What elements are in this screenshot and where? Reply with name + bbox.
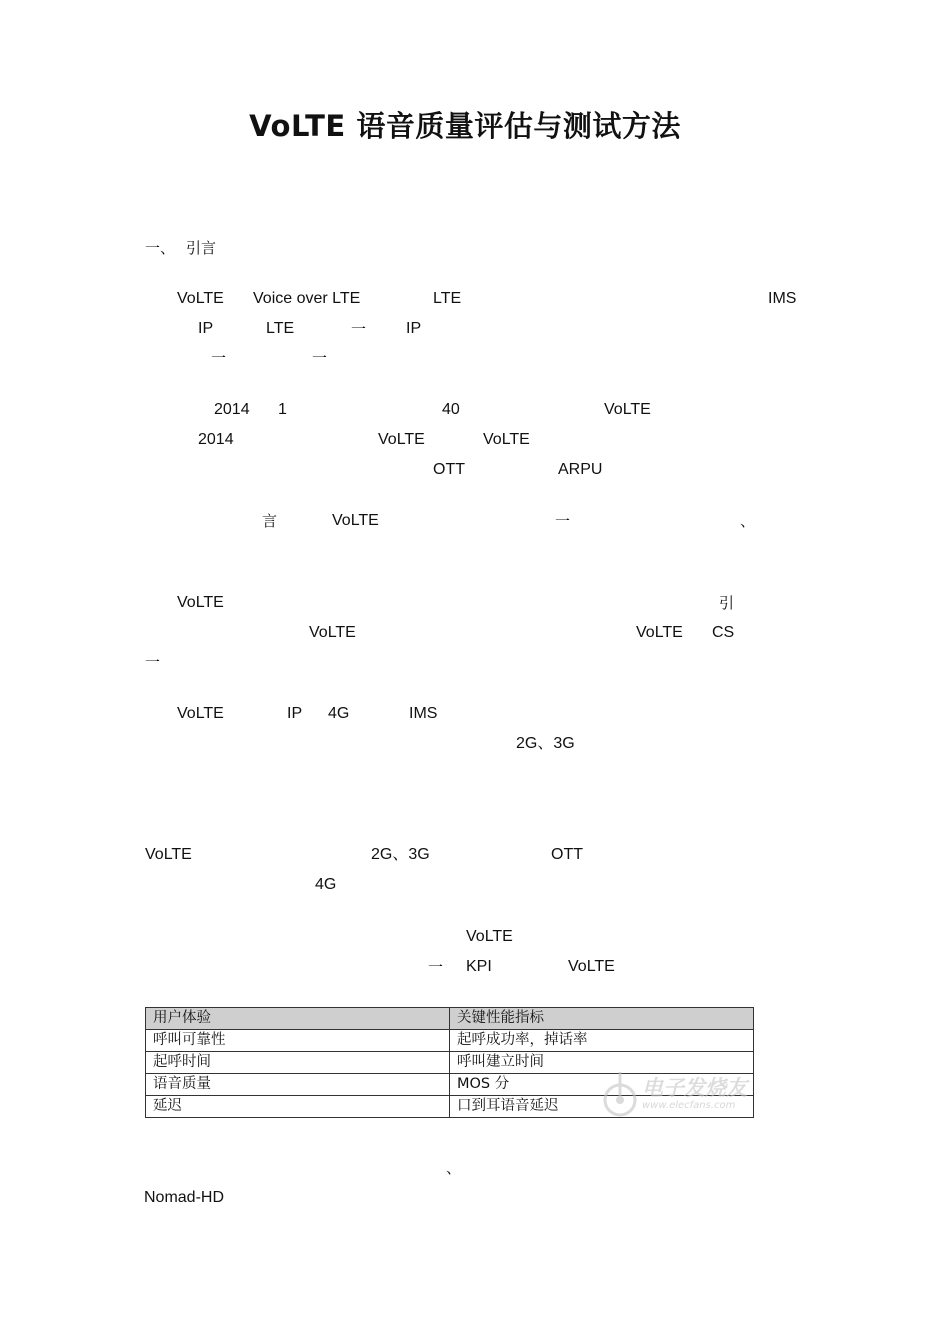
- text-fragment: ARPU: [558, 461, 603, 478]
- text-fragment: 、: [740, 512, 756, 530]
- paragraph-line: [0, 346, 930, 370]
- paragraph-line: [0, 398, 930, 422]
- text-fragment: KPI: [466, 958, 492, 975]
- paragraph-line: [0, 428, 930, 452]
- paragraph-line: [0, 621, 930, 645]
- text-fragment: VoLTE: [145, 846, 192, 863]
- paragraph-line: [0, 925, 930, 949]
- text-fragment: 一: [428, 958, 444, 976]
- section-number: 一、: [145, 239, 176, 257]
- text-fragment: 1: [278, 401, 287, 418]
- table-cell: 起呼成功率，掉话率: [450, 1030, 754, 1052]
- table-cell: 延迟: [146, 1096, 450, 1118]
- text-fragment: IMS: [409, 705, 438, 722]
- text-fragment: 2G、3G: [371, 846, 430, 863]
- table-cell: 呼叫可靠性: [146, 1030, 450, 1052]
- table-cell: 语音质量: [146, 1074, 450, 1096]
- paragraph-line: [0, 509, 930, 533]
- text-fragment: VoLTE: [177, 594, 224, 611]
- paragraph-line: [0, 873, 930, 897]
- text-fragment: VoLTE: [177, 290, 224, 307]
- paragraph-line: [0, 317, 930, 341]
- text-fragment: Voice over LTE: [253, 290, 361, 307]
- text-fragment: VoLTE: [568, 958, 615, 975]
- document-title: VoLTE 语音质量评估与测试方法: [249, 109, 681, 143]
- table-cell: 起呼时间: [146, 1052, 450, 1074]
- text-fragment: 一: [555, 512, 571, 530]
- text-fragment: VoLTE: [483, 431, 530, 448]
- paragraph-line: [0, 843, 930, 867]
- text-fragment: VoLTE: [177, 705, 224, 722]
- paragraph-line: [0, 591, 930, 615]
- text-fragment: IP: [287, 705, 303, 722]
- text-fragment: 一: [351, 320, 367, 338]
- paragraph-line: [0, 1186, 930, 1210]
- text-fragment: 一: [211, 349, 227, 367]
- table-cell: 呼叫建立时间: [450, 1052, 754, 1074]
- section-title: 引言: [186, 239, 217, 257]
- paragraph-line: [0, 955, 930, 979]
- text-fragment: IP: [406, 320, 422, 337]
- text-fragment: LTE: [266, 320, 295, 337]
- text-fragment: 4G: [328, 705, 350, 722]
- text-fragment: Nomad-HD: [144, 1189, 225, 1206]
- text-fragment: 引: [719, 594, 735, 612]
- paragraph-line: [0, 732, 930, 756]
- table-cell: 口到耳语音延迟: [450, 1096, 754, 1118]
- text-fragment: 、: [446, 1159, 462, 1177]
- watermark: [600, 1066, 760, 1126]
- watermark-logo-text: 电子发烧友: [642, 1075, 747, 1100]
- text-fragment: VoLTE: [332, 512, 379, 529]
- text-fragment: OTT: [551, 846, 583, 863]
- text-fragment: OTT: [433, 461, 465, 478]
- text-fragment: VoLTE: [636, 624, 683, 641]
- text-fragment: CS: [712, 624, 735, 641]
- text-fragment: 2014: [214, 401, 250, 418]
- text-fragment: VoLTE: [604, 401, 651, 418]
- table-header-cell: 用户体验: [146, 1008, 450, 1030]
- paragraph-line: [0, 287, 930, 311]
- text-fragment: IP: [198, 320, 214, 337]
- text-fragment: 4G: [315, 876, 337, 893]
- text-fragment: LTE: [433, 290, 462, 307]
- table-header-row: [146, 1008, 754, 1030]
- text-fragment: IMS: [768, 290, 797, 307]
- text-fragment: VoLTE: [466, 928, 513, 945]
- table-row: [146, 1030, 754, 1052]
- table-cell: MOS 分: [450, 1074, 754, 1096]
- table-header-cell: 关键性能指标: [450, 1008, 754, 1030]
- text-fragment: 一: [312, 349, 328, 367]
- text-fragment: VoLTE: [309, 624, 356, 641]
- text-fragment: VoLTE: [378, 431, 425, 448]
- watermark-logo-icon: [600, 1068, 644, 1124]
- text-fragment: 40: [442, 401, 460, 418]
- paragraph-line: [0, 458, 930, 482]
- text-fragment: 言: [262, 512, 278, 530]
- paragraph-line: [0, 650, 930, 674]
- text-fragment: 2014: [198, 431, 234, 448]
- text-fragment: 一: [145, 653, 161, 671]
- section-heading: [0, 236, 930, 260]
- paragraph-line: [0, 702, 930, 726]
- paragraph-line: [0, 1156, 930, 1180]
- text-fragment: 2G、3G: [516, 735, 575, 752]
- watermark-url: www.elecfans.com: [642, 1100, 736, 1111]
